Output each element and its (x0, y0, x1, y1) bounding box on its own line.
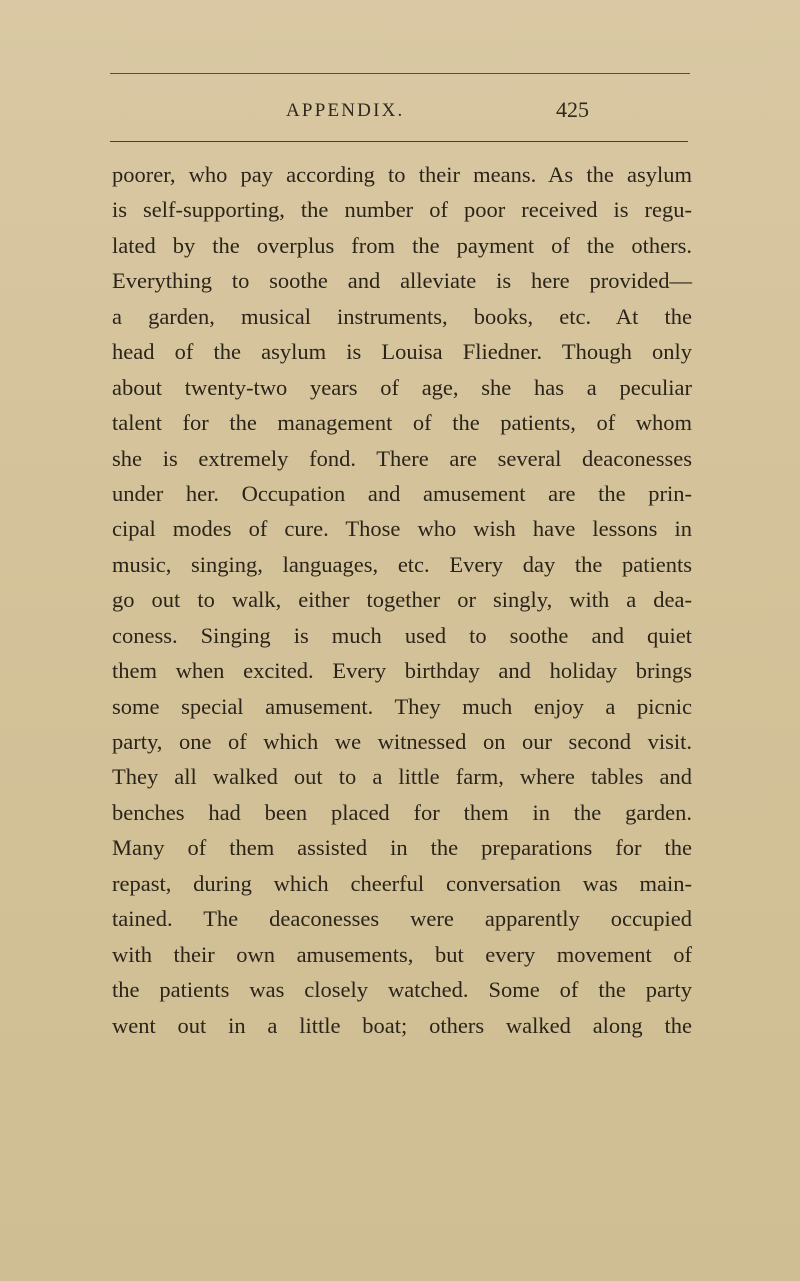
body-text (112, 157, 692, 1043)
text-line: a garden, musical instruments, books, etc. At the (112, 303, 692, 329)
text-line: some special amusement. They much enjoy a picnic (112, 693, 692, 719)
text-line: go out to walk, either together or singly, with a dea- (112, 587, 692, 613)
page-header (286, 97, 686, 130)
text-line: tained. The deaconesses were apparently occupied (112, 906, 692, 932)
header-rule (110, 141, 688, 142)
text-line: They all walked out to a little farm, where tables and (112, 764, 692, 790)
text-line: poorer, who pay according to their means. As the asylum (112, 162, 692, 187)
text-line: benches had been placed for them in the garden. (112, 799, 692, 825)
text-line: Everything to soothe and alleviate is here provided— (112, 268, 692, 294)
text-line: cipal modes of cure. Those who wish have lessons in (112, 516, 692, 542)
text-line: with their own amusements, but every movement of (112, 941, 692, 967)
text-line: talent for the management of the patients, of whom (112, 410, 692, 436)
text-line: coness. Singing is much used to soothe and quiet (112, 622, 692, 648)
text-line: went out in a little boat; others walked along the (112, 1012, 692, 1038)
text-line: about twenty-two years of age, she has a peculiar (112, 374, 692, 400)
text-line: Many of them assisted in the preparations for the (112, 835, 692, 861)
text-line: head of the asylum is Louisa Fliedner. Though only (112, 339, 692, 365)
text-line: under her. Occupation and amusement are the prin- (112, 480, 692, 506)
text-line: the patients was closely watched. Some of the party (112, 977, 692, 1003)
text-line: them when excited. Every birthday and holiday brings (112, 658, 692, 684)
text-line: is self-supporting, the number of poor received is regu- (112, 197, 692, 223)
text-line: party, one of which we witnessed on our second visit. (112, 729, 692, 754)
running-head: APPENDIX. (286, 100, 405, 121)
text-line: music, singing, languages, etc. Every day the patients (112, 551, 692, 577)
page-number: 425 (556, 97, 589, 122)
text-line: repast, during which cheerful conversation was main- (112, 870, 692, 896)
text-line: she is extremely fond. There are several deaconesses (112, 445, 692, 471)
top-rule (110, 73, 690, 74)
text-line: lated by the overplus from the payment of the others. (112, 232, 692, 258)
